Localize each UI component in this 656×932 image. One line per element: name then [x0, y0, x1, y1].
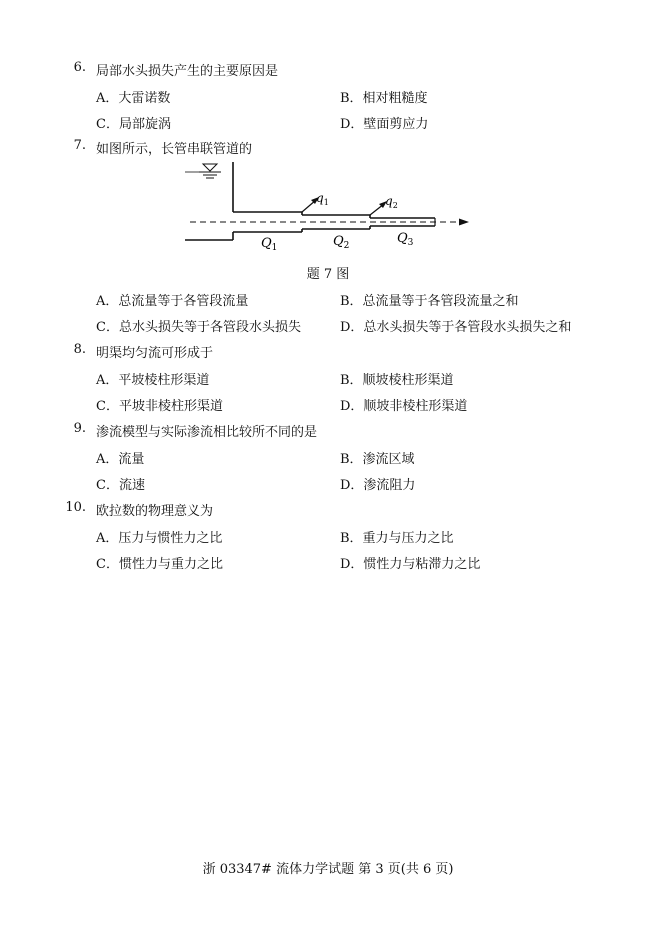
option-c: C．惯性力与重力之比 — [96, 557, 223, 572]
option-d: D．总水头损失等于各管段水头损失之和 — [340, 320, 572, 335]
label-Q1: $Q_1$ — [261, 236, 278, 253]
question-number: 6. — [73, 60, 86, 75]
option-b: B．相对粗糙度 — [340, 91, 428, 106]
question-text: 明渠均匀流可形成于 — [96, 346, 214, 361]
option-a: A．平坡棱柱形渠道 — [96, 373, 210, 388]
option-a: A．总流量等于各管段流量 — [96, 294, 249, 309]
figure-caption: 题 7 图 — [306, 267, 350, 282]
option-d: D．渗流阻力 — [340, 478, 416, 493]
option-c: C．平坡非棱柱形渠道 — [96, 399, 223, 414]
question-number: 7. — [73, 138, 86, 153]
option-a: A．压力与惯性力之比 — [96, 531, 223, 546]
option-a: A．流量 — [96, 452, 145, 467]
option-c: C．流速 — [96, 478, 145, 493]
question-text: 如图所示，长管串联管道的 — [96, 142, 253, 157]
option-d: D．壁面剪应力 — [340, 117, 429, 132]
question-number: 10. — [65, 500, 86, 515]
option-b: B．渗流区域 — [340, 452, 415, 467]
page-footer: 浙 03347# 流体力学试题 第 3 页(共 6 页) — [202, 862, 454, 877]
question-number: 9. — [73, 421, 86, 436]
question-text: 渗流模型与实际渗流相比较所不同的是 — [96, 425, 318, 440]
label-q2: $q_2$ — [385, 194, 398, 210]
option-b: B．重力与压力之比 — [340, 531, 454, 546]
series-pipe-figure — [185, 160, 475, 260]
pipe-diagram — [185, 160, 475, 260]
water-surface-symbol — [185, 164, 221, 178]
option-b: B．总流量等于各管段流量之和 — [340, 294, 519, 309]
question-text: 欧拉数的物理意义为 — [96, 504, 214, 519]
question-number: 8. — [73, 342, 86, 357]
option-d: D．顺坡非棱柱形渠道 — [340, 399, 468, 414]
option-d: D．惯性力与粘滞力之比 — [340, 557, 481, 572]
option-b: B．顺坡棱柱形渠道 — [340, 373, 454, 388]
flow-arrowhead — [459, 219, 469, 226]
question-text: 局部水头损失产生的主要原因是 — [96, 64, 279, 79]
label-Q3: $Q_3$ — [397, 231, 414, 248]
option-a: A．大雷诺数 — [96, 91, 171, 106]
option-c: C．总水头损失等于各管段水头损失 — [96, 320, 301, 335]
label-q1: $q_1$ — [316, 191, 329, 207]
label-Q2: $Q_2$ — [333, 234, 350, 251]
option-c: C．局部旋涡 — [96, 117, 171, 132]
